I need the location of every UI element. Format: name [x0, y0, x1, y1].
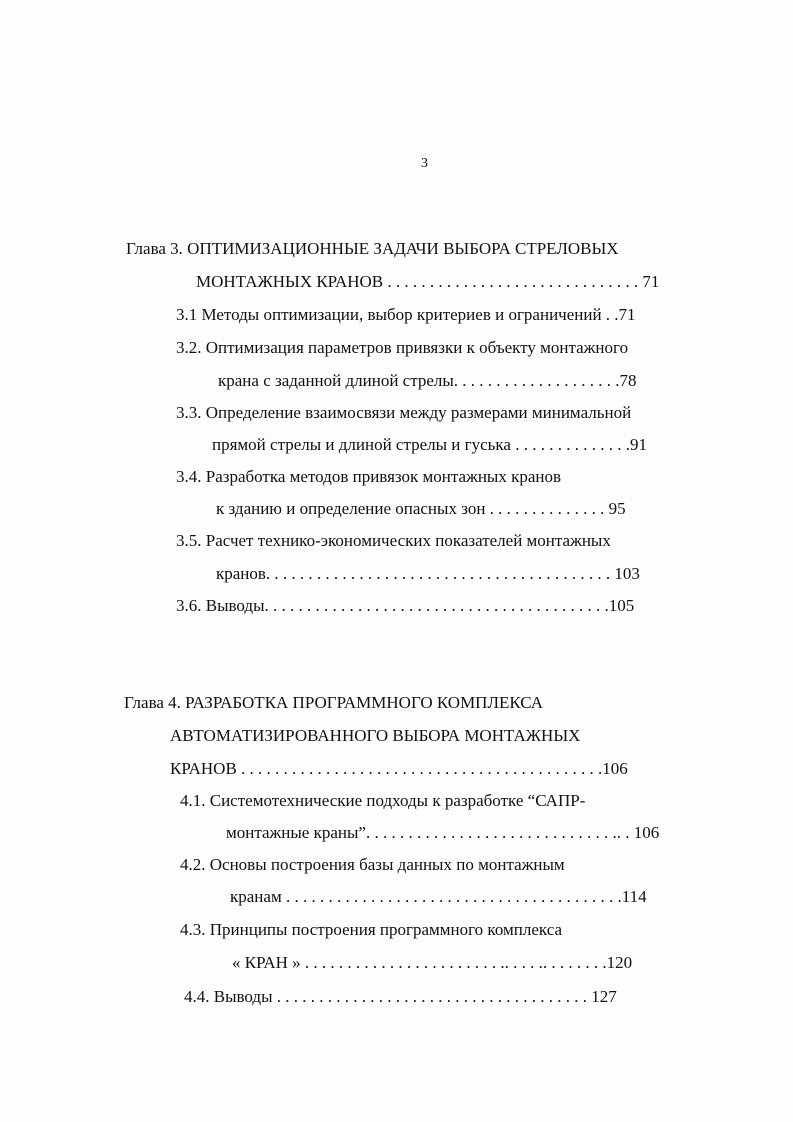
toc-item-4-3-line1: 4.3. Принципы построения программного комплекса: [180, 920, 563, 939]
chapter-3-title-line2: МОНТАЖНЫХ КРАНОВ . . . . . . . . . . . . . . . . . . . . . . . . . . . . . . 71: [196, 272, 660, 291]
toc-item-4-2-line2: кранам . . . . . . . . . . . . . . . . . . . . . . . . . . . . . . . . . . . . . . . .114: [230, 887, 647, 906]
toc-item-3-5-line1: 3.5. Расчет технико-экономических показателей монтажных: [176, 531, 611, 550]
chapter-4-title-line1: Глава 4. РАЗРАБОТКА ПРОГРАММНОГО КОМПЛЕКСА: [124, 693, 544, 712]
page-number: 3: [421, 156, 428, 171]
toc-item-3-4-line1: 3.4. Разработка методов привязок монтажных кранов: [176, 467, 562, 486]
toc-item-4-2-line1: 4.2. Основы построения базы данных по монтажным: [180, 855, 565, 874]
toc-item-4-1-line2: монтажные краны”. . . . . . . . . . . . . . . . . . . . . . . . . . . . . .. . 106: [226, 823, 660, 842]
toc-item-3-5-line2: кранов. . . . . . . . . . . . . . . . . . . . . . . . . . . . . . . . . . . . . . . . . 103: [216, 564, 640, 583]
toc-item-3-6: 3.6. Выводы. . . . . . . . . . . . . . . . . . . . . . . . . . . . . . . . . . . . . . . . .105: [176, 596, 635, 615]
toc-item-3-1: 3.1 Методы оптимизации, выбор критериев и ограничений . .71: [176, 305, 636, 324]
toc-item-3-3-line2: прямой стрелы и длиной стрелы и гуська . . . . . . . . . . . . . .91: [212, 435, 647, 454]
toc-item-3-2-line1: 3.2. Оптимизация параметров привязки к объекту монтажного: [176, 338, 629, 357]
chapter-3-title-line1: Глава 3. ОПТИМИЗАЦИОННЫЕ ЗАДАЧИ ВЫБОРА СТРЕЛОВЫХ: [126, 239, 619, 258]
toc-item-4-4: 4.4. Выводы . . . . . . . . . . . . . . . . . . . . . . . . . . . . . . . . . . . . . 127: [184, 987, 617, 1006]
toc-item-4-3-line2: « КРАН » . . . . . . . . . . . . . . . . . . . . . . . .. . . . .. . . . . . . .120: [232, 953, 633, 972]
chapter-4-title-line2: АВТОМАТИЗИРОВАННОГО ВЫБОРА МОНТАЖНЫХ: [170, 726, 581, 745]
toc-item-4-1-line1: 4.1. Системотехнические подходы к разработке “САПР-: [180, 791, 586, 810]
toc-item-3-2-line2: крана с заданной длиной стрелы. . . . . . . . . . . . . . . . . . . .78: [218, 371, 637, 390]
toc-item-3-3-line1: 3.3. Определение взаимосвязи между размерами минимальной: [176, 403, 632, 422]
toc-item-3-4-line2: к зданию и определение опасных зон . . . . . . . . . . . . . . 95: [216, 499, 626, 518]
chapter-4-title-line3: КРАНОВ . . . . . . . . . . . . . . . . . . . . . . . . . . . . . . . . . . . . . . . . . . .106: [170, 759, 628, 778]
